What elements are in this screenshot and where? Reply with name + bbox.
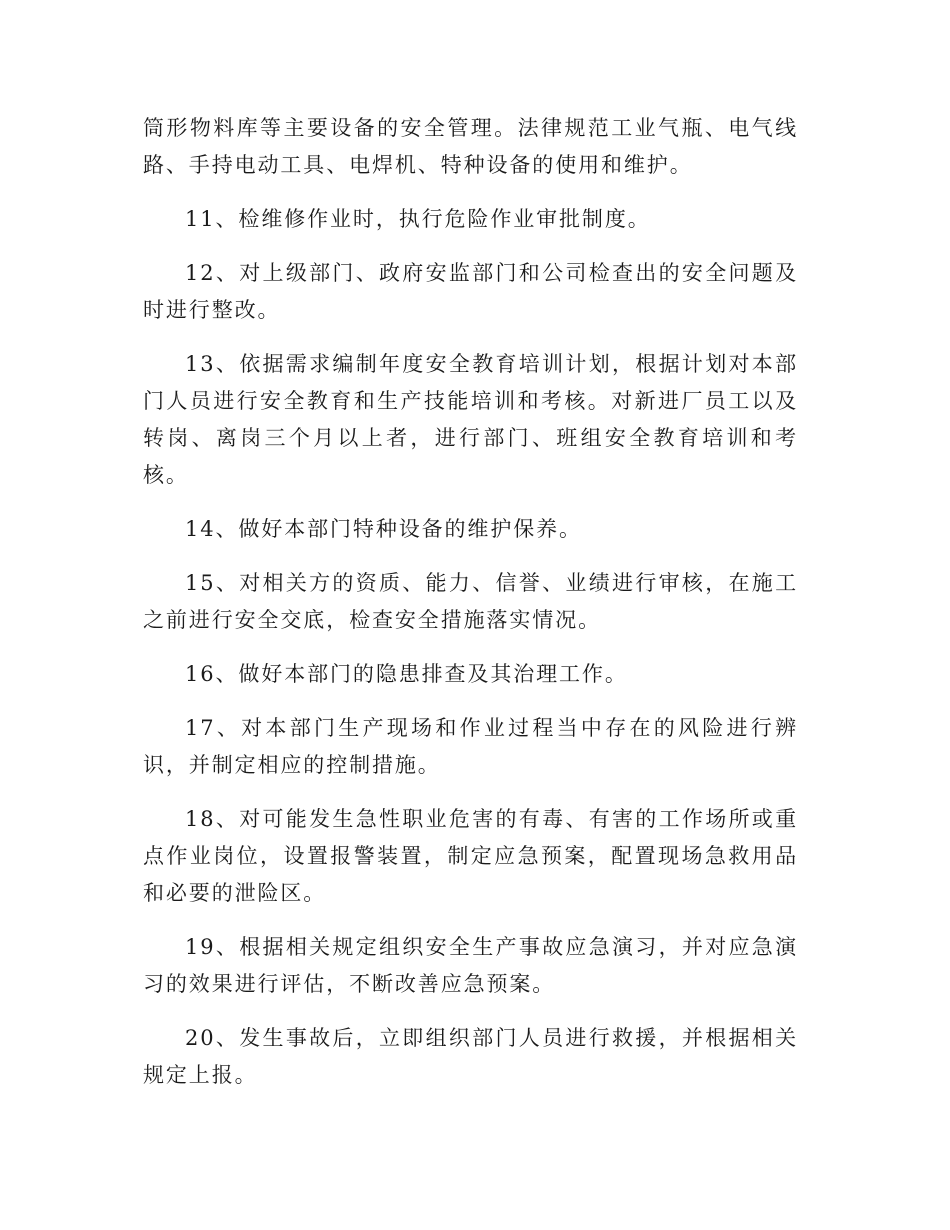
paragraph-item-11: 11、检维修作业时，执行危险作业审批制度。: [185, 207, 651, 231]
paragraph-item-13: 13、依据需求编制年度安全教育培训计划，根据计划对本部门人员进行安全教育和生产技能培训和考核。对新进厂员工以及转岗、离岗三个月以上者，进行部门、班组安全教育培训和考核。: [143, 352, 798, 487]
paragraph-item-17: 17、对本部门生产现场和作业过程当中存在的风险进行辨识，并制定相应的控制措施。: [143, 716, 798, 777]
paragraph-continuation: 筒形物料库等主要设备的安全管理。法律规范工业气瓶、电气线路、手持电动工具、电焊机、特种设备的使用和维护。: [143, 116, 798, 177]
paragraph-item-16: 16、做好本部门的隐患排查及其治理工作。: [185, 662, 628, 686]
paragraph-item-18: 18、对可能发生急性职业危害的有毒、有害的工作场所或重点作业岗位，设置报警装置，制定应急预案，配置现场急救用品和必要的泄险区。: [143, 807, 798, 905]
paragraph-item-12: 12、对上级部门、政府安监部门和公司检查出的安全问题及时进行整改。: [143, 261, 798, 322]
document-body: [143, 110, 798, 1111]
paragraph-item-19: 19、根据相关规定组织安全生产事故应急演习，并对应急演习的效果进行评估，不断改善应急预案。: [143, 935, 798, 996]
paragraph-item-20: 20、发生事故后，立即组织部门人员进行救援，并根据相关规定上报。: [143, 1026, 798, 1087]
paragraph-item-15: 15、对相关方的资质、能力、信誉、业绩进行审核，在施工之前进行安全交底，检查安全措施落实情况。: [143, 571, 798, 632]
paragraph-item-14: 14、做好本部门特种设备的维护保养。: [185, 517, 582, 541]
